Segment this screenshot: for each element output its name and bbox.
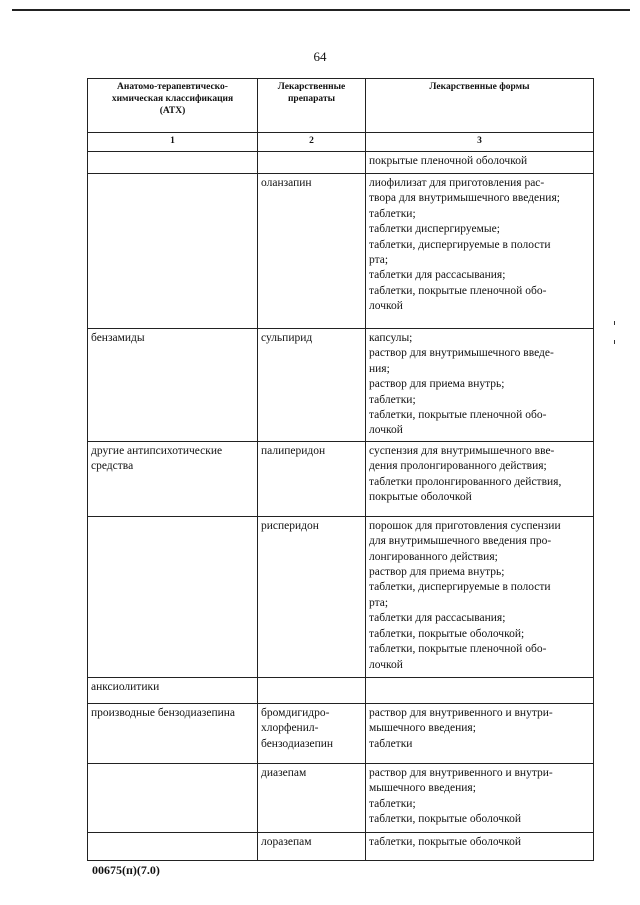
header-row bbox=[88, 79, 594, 133]
table-row bbox=[88, 703, 594, 763]
cell-text-line: лочкой bbox=[369, 658, 403, 671]
cell-text-line: покрытые оболочкой bbox=[369, 491, 472, 504]
table-cell-atc bbox=[88, 329, 258, 442]
cell-text-line: таблетки, покрытые оболочкой; bbox=[369, 627, 525, 640]
cell-text-line: дения пролонгированного действия; bbox=[369, 460, 547, 473]
table-cell-drug bbox=[258, 703, 366, 763]
table-cell-atc bbox=[88, 703, 258, 763]
table-cell-atc bbox=[88, 174, 258, 329]
table-cell-drug bbox=[258, 832, 366, 860]
table-cell-forms bbox=[366, 832, 594, 860]
cell-text-line: таблетки, покрытые пленочной обо- bbox=[369, 409, 547, 422]
margin-mark bbox=[614, 340, 615, 344]
cell-text-line: другие антипсихотические bbox=[91, 444, 223, 457]
cell-text-line: производные бензодиазепина bbox=[91, 706, 236, 719]
cell-text-line: палиперидон bbox=[261, 444, 326, 457]
table-cell-drug bbox=[258, 677, 366, 703]
header-atc: Анатомо-терапевтическо- химическая классификация (АТХ) bbox=[88, 79, 258, 133]
cell-text-line: лочкой bbox=[369, 424, 403, 437]
footer-document-code: 00675(п)(7.0) bbox=[92, 863, 160, 877]
table-cell-drug bbox=[258, 441, 366, 516]
cell-text-line: раствор для приема внутрь; bbox=[369, 566, 505, 579]
cell-text-line: раствор для внутримышечного введе- bbox=[369, 347, 554, 360]
column-number: 1 bbox=[88, 133, 258, 152]
table-cell-atc bbox=[88, 763, 258, 832]
table-row bbox=[88, 441, 594, 516]
table-cell-atc bbox=[88, 152, 258, 174]
cell-text-line: средства bbox=[91, 460, 134, 473]
cell-text-line: таблетки, диспергируемые в полости bbox=[369, 238, 551, 251]
table-row bbox=[88, 763, 594, 832]
cell-text-line: таблетки bbox=[369, 737, 413, 750]
cell-text-line: рта; bbox=[369, 254, 389, 267]
cell-text-line: лиофилизат для приготовления рас- bbox=[369, 177, 545, 189]
table-cell-forms bbox=[366, 763, 594, 832]
cell-text-line: сульпирид bbox=[261, 332, 313, 344]
cell-text-line: оланзапин bbox=[261, 177, 312, 189]
cell-text-line: таблетки для рассасывания; bbox=[369, 612, 506, 625]
table-cell-forms bbox=[366, 516, 594, 677]
cell-text-line: таблетки, покрытые пленочной обо- bbox=[369, 643, 547, 656]
table-cell-forms bbox=[366, 677, 594, 703]
cell-text-line: мышечного введения; bbox=[369, 782, 476, 795]
cell-text-line: раствор для внутривенного и внутри- bbox=[369, 766, 553, 779]
table-cell-forms bbox=[366, 441, 594, 516]
cell-text-line: лоразепам bbox=[261, 835, 312, 848]
cell-text-line: раствор для приема внутрь; bbox=[369, 378, 505, 391]
cell-text-line: таблетки пролонгированного действия, bbox=[369, 475, 562, 488]
margin-mark bbox=[614, 321, 615, 325]
cell-text-line: рта; bbox=[369, 596, 389, 609]
table-cell-drug bbox=[258, 329, 366, 442]
table-row bbox=[88, 516, 594, 677]
table-cell-forms bbox=[366, 174, 594, 329]
column-number-row bbox=[88, 133, 594, 152]
table-cell-forms bbox=[366, 329, 594, 442]
cell-text-line: капсулы; bbox=[369, 332, 413, 344]
cell-text-line: таблетки, покрытые оболочкой bbox=[369, 813, 521, 826]
table-cell-drug bbox=[258, 763, 366, 832]
cell-text-line: таблетки, диспергируемые в полости bbox=[369, 581, 551, 594]
cell-text-line: раствор для внутривенного и внутри- bbox=[369, 706, 553, 719]
cell-text-line: ния; bbox=[369, 362, 390, 375]
cell-text-line: мышечного введения; bbox=[369, 722, 476, 735]
cell-text-line: хлорфенил- bbox=[261, 722, 319, 735]
table-cell-drug bbox=[258, 516, 366, 677]
cell-text-line: таблетки для рассасывания; bbox=[369, 269, 506, 282]
table-row bbox=[88, 832, 594, 860]
cell-text-line: таблетки, покрытые пленочной обо- bbox=[369, 284, 547, 297]
cell-text-line: твора для внутримышечного введения; bbox=[369, 192, 560, 205]
table-cell-drug bbox=[258, 152, 366, 174]
column-number: 2 bbox=[258, 133, 366, 152]
table-row bbox=[88, 329, 594, 442]
table-row bbox=[88, 174, 594, 329]
cell-text-line: таблетки, покрытые оболочкой bbox=[369, 835, 521, 848]
cell-text-line: таблетки; bbox=[369, 393, 416, 406]
cell-text-line: анксиолитики bbox=[91, 680, 160, 693]
table-row bbox=[88, 152, 594, 174]
table-cell-forms bbox=[366, 703, 594, 763]
cell-text-line: лочкой bbox=[369, 300, 403, 313]
table-cell-atc bbox=[88, 832, 258, 860]
cell-text-line: диазепам bbox=[261, 766, 307, 779]
cell-text-line: порошок для приготовления суспензии bbox=[369, 519, 561, 532]
cell-text-line: таблетки; bbox=[369, 207, 416, 220]
cell-text-line: лонгированного действия; bbox=[369, 550, 498, 563]
cell-text-line: таблетки диспергируемые; bbox=[369, 223, 500, 236]
cell-text-line: бензамиды bbox=[91, 332, 145, 344]
cell-text-line: бромдигидро- bbox=[261, 706, 330, 719]
cell-text-line: рисперидон bbox=[261, 519, 319, 532]
table-cell-drug bbox=[258, 174, 366, 329]
table-cell-forms bbox=[366, 152, 594, 174]
table-cell-atc bbox=[88, 677, 258, 703]
header-forms: Лекарственные формы bbox=[366, 79, 594, 133]
table-cell-atc bbox=[88, 441, 258, 516]
cell-text-line: суспензия для внутримышечного вве- bbox=[369, 444, 555, 457]
column-number: 3 bbox=[366, 133, 594, 152]
top-rule bbox=[12, 9, 630, 11]
header-drugs: Лекарственные препараты bbox=[258, 79, 366, 133]
cell-text-line: бензодиазепин bbox=[261, 737, 334, 750]
table-row bbox=[88, 677, 594, 703]
table-cell-atc bbox=[88, 516, 258, 677]
cell-text-line: для внутримышечного введения про- bbox=[369, 535, 552, 548]
atc-drug-table bbox=[87, 78, 594, 861]
page-number: 64 bbox=[313, 49, 327, 64]
cell-text-line: покрытые пленочной оболочкой bbox=[369, 155, 528, 167]
cell-text-line: таблетки; bbox=[369, 797, 416, 810]
